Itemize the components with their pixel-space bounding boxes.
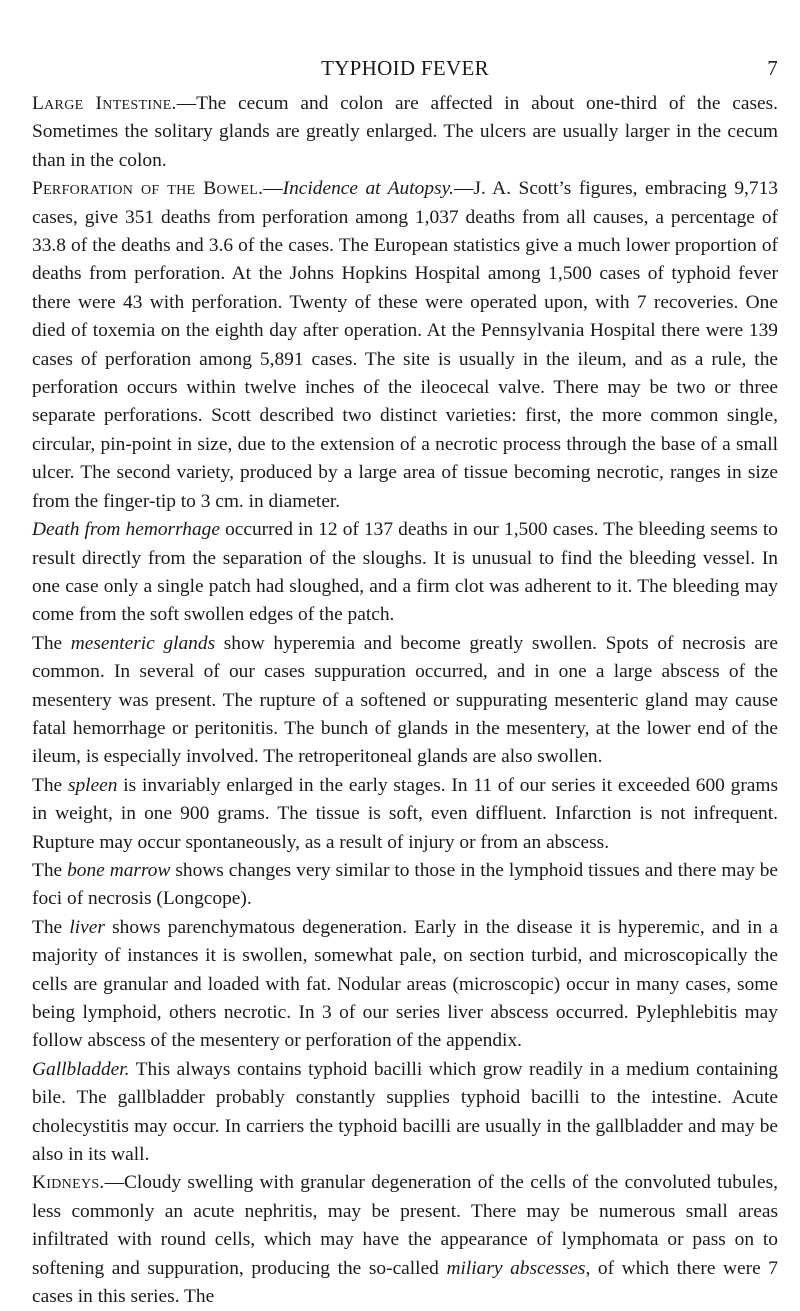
paragraph-spleen (32, 772, 778, 857)
paragraph-text: shows parenchymatous degeneration. Early in the disease it is hyperemic, and in a majority of instances it is swollen, somewhat pale, on section turbid, and microscopically the cells are granular and loaded with fat. Nodular areas (microscopic) occur in many cases, some being lymphoid, others necrotic. In 3 of our series liver abscess occurred. Pylephlebitis may follow abscess of the mesentery or perforation of the appendix. (32, 916, 778, 1052)
paragraph-tail-text: of which there were 7 cases in this series. The (32, 1257, 778, 1308)
emphasis-term: mesenteric glands (70, 632, 216, 654)
paragraph-lead-text: The (32, 859, 68, 881)
running-title: TYPHOID FEVER (321, 56, 489, 80)
paragraph-gallbladder (32, 1056, 778, 1170)
paragraph-text: —J. A. Scott’s figures, embracing 9,713 cases, give 351 deaths from perforation among 1,037 deaths from all causes, a percentage of 33.8 of the deaths and 3.6 of the cases. The European statistics give a much lower proportion of deaths from perforation. At the Johns Hopkins Hospital among 1,500 cases of typhoid fever there were 43 with perforation. Twenty of these were operated upon, with 7 recoveries. One died of toxemia on the eighth day after operation. At the Pennsylvania Hospital there were 139 cases of perforation among 5,891 cases. The site is usually in the ileum, and as a rule, the perforation occurs within twelve inches of the ileocecal valve. There may be two or three separate perforations. Scott described two distinct varieties: first, the more common single, circular, pin-point in size, due to the extension of a necrotic process through the base of a small ulcer. The second variety, produced by a large area of tissue becoming necrotic, ranges in size from the finger-tip to 3 cm. in diameter. (32, 178, 778, 512)
paragraph-mesenteric-glands (32, 630, 778, 772)
paragraph-lead-text: The (32, 916, 70, 938)
subheading: Death from hemorrhage (32, 519, 220, 541)
paragraph-text: is invariably enlarged in the early stages. In 11 of our series it exceeded 600 grams in weight, in one 900 grams. The tissue is soft, even diffluent. Infarction is not infrequent. Rupture may occur spontaneously, as a result of injury or from an abscess. (32, 774, 779, 853)
body-text (32, 90, 778, 1311)
paragraph-lead-text: The (32, 774, 68, 796)
page-number: 7 (767, 56, 778, 80)
emphasis-term: spleen (67, 774, 118, 796)
subheading: Gallbladder. (32, 1058, 130, 1080)
subheading: Incidence at Autopsy. (282, 178, 454, 200)
section-heading: Perforation of the Bowel. (32, 178, 264, 200)
paragraph-text: shows changes very similar to those in the lymphoid tissues and there may be foci of necrosis (Longcope). (32, 859, 778, 910)
paragraph-text: —The cecum and colon are affected in about one-third of the cases. Sometimes the solitary glands are greatly enlarged. The ulcers are usually larger in the cecum than in the colon. (32, 93, 778, 171)
heading-dash: — (263, 178, 283, 200)
paragraph-hemorrhage (32, 516, 778, 630)
paragraph-large-intestine (32, 90, 778, 175)
emphasis-term: miliary abscesses, (446, 1257, 591, 1279)
paragraph-kidneys (32, 1169, 778, 1311)
paragraph-bone-marrow (32, 857, 778, 914)
paragraph-text: This always contains typhoid bacilli which grow readily in a medium containing bile. The gallbladder probably constantly supplies typhoid bacilli to the intestine. Acute cholecystitis may occur. In carriers the typhoid bacilli are usually in the gallbladder and may be also in its wall. (32, 1058, 778, 1166)
paragraph-text: —Cloudy swelling with granular degeneration of the cells of the convoluted tubules, less commonly an acute nephritis, may be present. There may be numerous small areas infiltrated with round cells, which may have the appearance of lymphomata or pass on to softening and suppuration, producing the so-called (32, 1172, 778, 1279)
running-head (32, 56, 778, 90)
paragraph-text: occurred in 12 of 137 deaths in our 1,500 cases. The bleeding seems to result directly from the separation of the sloughs. It is unusual to find the bleeding vessel. In one case only a single patch had sloughed, and a firm clot was adherent to it. The bleeding may come from the soft swollen edges of the patch. (32, 519, 778, 626)
book-page (32, 56, 778, 1311)
paragraph-liver (32, 914, 778, 1056)
emphasis-term: bone marrow (67, 859, 171, 881)
emphasis-term: liver (69, 916, 105, 938)
paragraph-perforation (32, 175, 778, 516)
section-heading: Kidneys. (32, 1172, 105, 1194)
paragraph-lead-text: The (32, 632, 71, 654)
paragraph-text: show hyperemia and become greatly swollen. Spots of necrosis are common. In several of our cases suppuration occurred, and in one a large abscess of the mesentery was present. The rupture of a softened or suppurating mesenteric gland may cause fatal hemorrhage or peritonitis. The bunch of glands in the mesentery, at the lower end of the ileum, is especially involved. The retroperitoneal glands are also swollen. (32, 632, 778, 768)
section-heading: Large Intestine. (32, 93, 177, 114)
